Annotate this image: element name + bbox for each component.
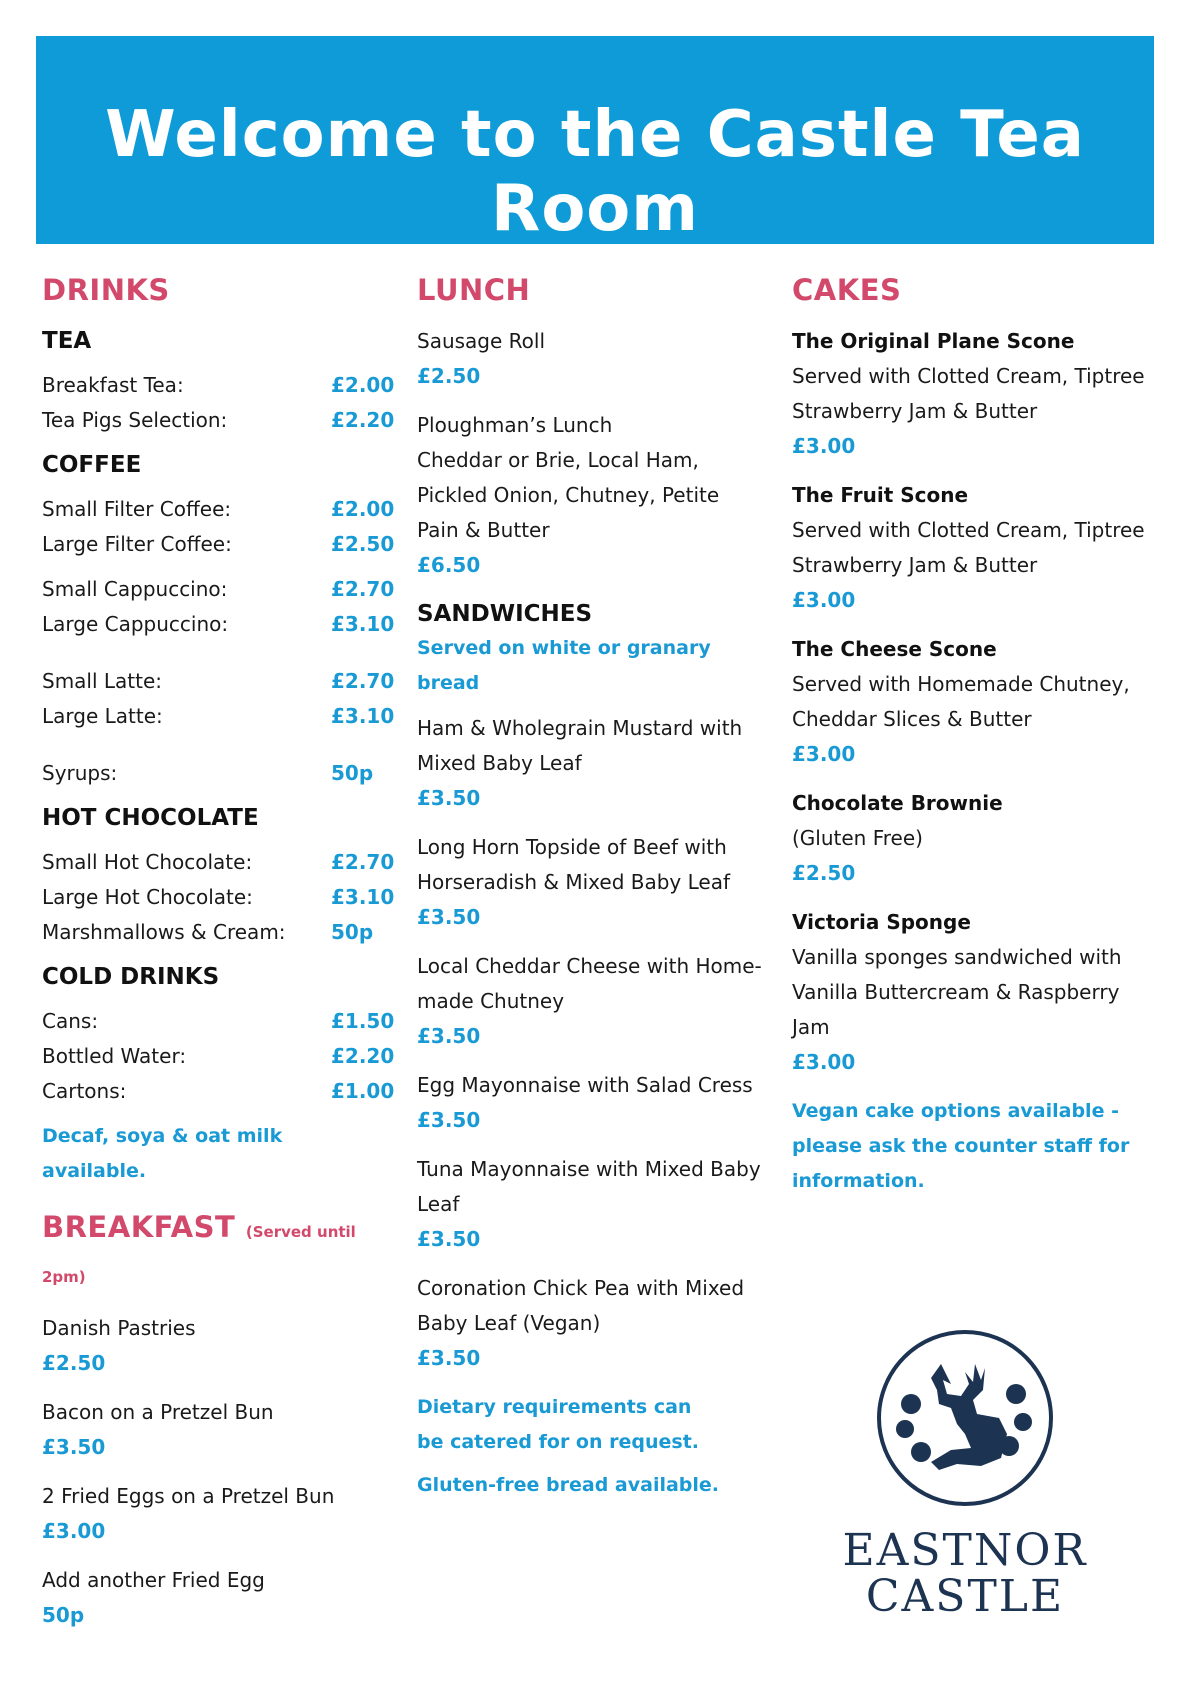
menu-row: Small Latte: £2.70 xyxy=(42,669,395,693)
menu-item xyxy=(792,786,1152,891)
menu-item-name: Danish Pastries xyxy=(42,1316,196,1340)
menu-item-description: Vanilla sponges sandwiched with Vanilla Buttercream & Raspberry Jam xyxy=(792,945,1122,1039)
menu-item-price: 50p xyxy=(331,920,374,944)
menu-item-price: 50p xyxy=(42,1603,85,1627)
menu-row xyxy=(42,915,387,950)
menu-item-price: £3.50 xyxy=(417,1024,481,1048)
menu-item-name: Victoria Sponge xyxy=(792,910,971,934)
menu-row: Small Cappuccino: £2.70 xyxy=(42,577,395,601)
menu-item-price: £2.50 xyxy=(792,861,856,885)
cakes-list xyxy=(792,324,1152,1080)
menu-row: Large Latte: £3.10 xyxy=(42,704,395,728)
tea-list xyxy=(42,368,395,438)
menu-item-price: £3.50 xyxy=(417,1227,481,1251)
menu-row: Large Filter Coffee: £2.50 xyxy=(42,532,395,556)
menu-item xyxy=(417,408,767,583)
menu-item xyxy=(42,1311,387,1381)
menu-item-description: Served with Clotted Cream, Tiptree Strawberry Jam & Butter xyxy=(792,364,1145,423)
menu-item-name: Bacon on a Pretzel Bun xyxy=(42,1400,274,1424)
cold-drinks-heading: COLD DRINKS xyxy=(42,964,220,990)
menu-item-price: £1.00 xyxy=(331,1079,395,1103)
menu-item xyxy=(417,1152,767,1257)
menu-item-name: Ploughman’s Lunch xyxy=(417,413,613,437)
gluten-free-note: Gluten-free bread available. xyxy=(417,1474,720,1496)
logo-line-1: EASTNOR xyxy=(842,1525,1088,1576)
breakfast-title: BREAKFAST (Served until 2pm) xyxy=(42,1210,356,1286)
menu-item-name: Marshmallows & Cream: xyxy=(42,920,286,944)
menu-item-name: Long Horn Topside of Beef with Horseradish & Mixed Baby Leaf xyxy=(417,835,731,894)
menu-item xyxy=(792,905,1152,1080)
menu-item xyxy=(417,949,767,1054)
menu-item-name: The Fruit Scone xyxy=(792,483,969,507)
milk-note: Decaf, soya & oat milk available. xyxy=(42,1125,283,1182)
menu-item-price: £3.00 xyxy=(792,1050,856,1074)
menu-row xyxy=(42,1004,395,1039)
cold-drinks-list xyxy=(42,1004,395,1109)
menu-item xyxy=(42,1563,387,1633)
lunch-title: LUNCH xyxy=(417,273,531,307)
menu-item-price: £3.00 xyxy=(792,588,856,612)
menu-row: Syrups: 50p xyxy=(42,761,374,785)
menu-item xyxy=(792,632,1152,772)
menu-item-name: Large Hot Chocolate: xyxy=(42,885,253,909)
menu-item-name: Coronation Chick Pea with Mixed Baby Leaf (Vegan) xyxy=(417,1276,745,1335)
menu-item-price: £3.00 xyxy=(792,742,856,766)
menu-item xyxy=(417,711,767,816)
stag-emblem-icon xyxy=(877,1330,1053,1506)
menu-row xyxy=(42,368,395,403)
lunch-list xyxy=(417,324,767,583)
menu-item-description: (Gluten Free) xyxy=(792,826,923,850)
coffee-heading: COFFEE xyxy=(42,452,142,478)
menu-item xyxy=(42,1395,387,1465)
menu-item xyxy=(792,324,1152,464)
hot-chocolate-heading: HOT CHOCOLATE xyxy=(42,805,259,831)
menu-item-price: £3.50 xyxy=(417,1108,481,1132)
menu-item-name: Cans: xyxy=(42,1009,99,1033)
sandwiches-list xyxy=(417,711,767,1376)
menu-item xyxy=(417,830,767,935)
menu-item-name: Local Cheddar Cheese with Home-made Chutney xyxy=(417,954,762,1013)
menu-item-name: The Cheese Scone xyxy=(792,637,997,661)
dietary-note: Dietary requirements can be catered for on request. xyxy=(417,1396,700,1453)
menu-item-description: Served with Homemade Chutney, Cheddar Slices & Butter xyxy=(792,672,1130,731)
sandwiches-bread-note: Served on white or granary bread xyxy=(417,637,711,694)
menu-item-price: £3.50 xyxy=(417,1346,481,1370)
breakfast-serving-note: (Served until 2pm) xyxy=(42,1223,356,1286)
menu-item-price: £2.70 xyxy=(331,850,395,874)
vegan-cake-note: Vegan cake options available - please ask the counter staff for information. xyxy=(792,1100,1130,1192)
menu-row xyxy=(42,1074,395,1109)
menu-item-price: £6.50 xyxy=(417,553,481,577)
menu-row xyxy=(42,845,395,880)
menu-item xyxy=(792,478,1152,618)
menu-item-price: £2.20 xyxy=(331,1044,395,1068)
logo-line-2: CASTLE xyxy=(865,1571,1065,1622)
menu-item-name: Breakfast Tea: xyxy=(42,373,184,397)
menu-item xyxy=(417,324,767,394)
menu-item-price: £2.00 xyxy=(331,373,395,397)
menu-row: Large Cappuccino: £3.10 xyxy=(42,612,395,636)
menu-item-price: £2.50 xyxy=(42,1351,106,1375)
menu-item-name: Add another Fried Egg xyxy=(42,1568,265,1592)
page-title: Welcome to the Castle Tea Room xyxy=(105,98,1085,246)
menu-item-name: 2 Fried Eggs on a Pretzel Bun xyxy=(42,1484,335,1508)
menu-item xyxy=(417,1271,767,1376)
menu-item xyxy=(417,1068,767,1138)
menu-row xyxy=(42,1039,395,1074)
coffee-list xyxy=(42,492,395,791)
menu-item-name: Egg Mayonnaise with Salad Cress xyxy=(417,1073,753,1097)
menu-item-price: £3.50 xyxy=(42,1435,106,1459)
menu-item-name: Cartons: xyxy=(42,1079,127,1103)
menu-item-name: Chocolate Brownie xyxy=(792,791,1003,815)
menu-item-description: Cheddar or Brie, Local Ham, Pickled Onion, Chutney, Petite Pain & Butter xyxy=(417,448,720,542)
menu-item-name: Ham & Wholegrain Mustard with Mixed Baby Leaf xyxy=(417,716,743,775)
cakes-column xyxy=(792,270,1152,1199)
drinks-column xyxy=(42,270,395,1647)
sandwiches-heading: SANDWICHES xyxy=(417,601,593,627)
menu-item-description: Served with Clotted Cream, Tiptree Strawberry Jam & Butter xyxy=(792,518,1145,577)
cakes-title: CAKES xyxy=(792,273,902,307)
menu-item-price: £2.20 xyxy=(331,408,395,432)
menu-item-price: £3.10 xyxy=(331,885,395,909)
menu-item-price: £2.50 xyxy=(417,364,481,388)
menu-item-price: £1.50 xyxy=(331,1009,395,1033)
drinks-title: DRINKS xyxy=(42,273,170,307)
menu-item-name: Small Hot Chocolate: xyxy=(42,850,253,874)
header-banner xyxy=(36,36,1154,244)
menu-item-name: The Original Plane Scone xyxy=(792,329,1075,353)
menu-item-price: £3.00 xyxy=(792,434,856,458)
menu-item-price: £3.00 xyxy=(42,1519,106,1543)
tea-heading: TEA xyxy=(42,328,92,354)
lunch-column xyxy=(417,270,767,1503)
menu-item xyxy=(42,1479,387,1549)
menu-item-name: Tuna Mayonnaise with Mixed Baby Leaf xyxy=(417,1157,761,1216)
menu-item-name: Sausage Roll xyxy=(417,329,546,353)
menu-row xyxy=(42,880,395,915)
eastnor-castle-logo xyxy=(820,1330,1110,1620)
menu-item-name: Tea Pigs Selection: xyxy=(42,408,228,432)
hot-chocolate-list xyxy=(42,845,395,950)
breakfast-list xyxy=(42,1311,387,1633)
menu-item-price: £3.50 xyxy=(417,786,481,810)
menu-item-name: Bottled Water: xyxy=(42,1044,187,1068)
menu-item-price: £3.50 xyxy=(417,905,481,929)
menu-row xyxy=(42,403,395,438)
menu-row: Small Filter Coffee: £2.00 xyxy=(42,497,395,521)
